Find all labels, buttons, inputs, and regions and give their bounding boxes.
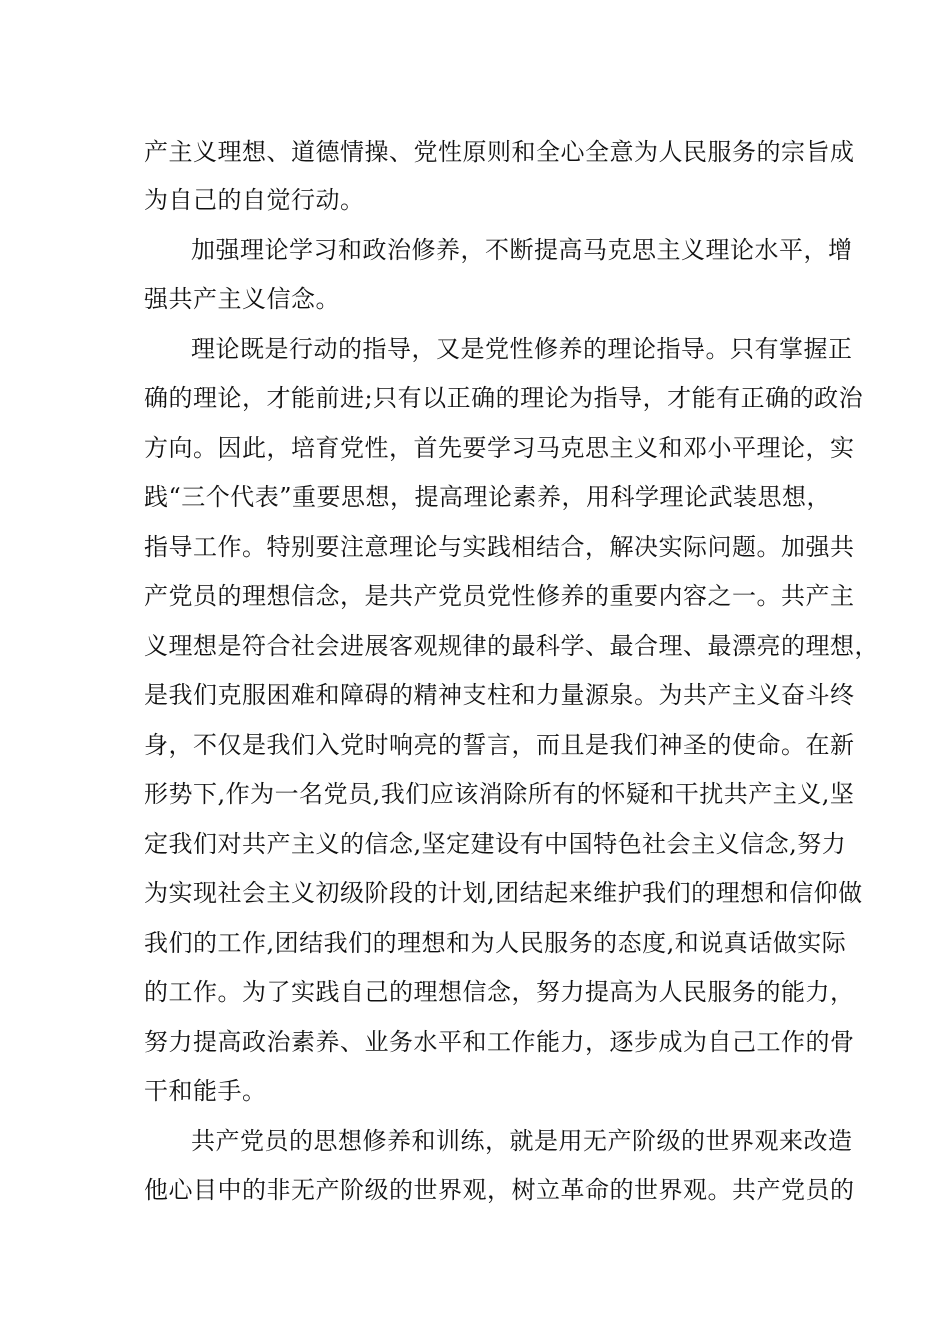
text-line: 努力提高政治素养、业务水平和工作能力，逐步成为自己工作的骨	[144, 1028, 855, 1056]
text-line: 义理想是符合社会进展客观规律的最科学、最合理、最漂亮的理想，	[144, 632, 879, 660]
text-line: 定我们对共产主义的信念,坚定建设有中国特色社会主义信念,努力	[144, 830, 847, 858]
text-line: 指导工作。特别要注意理论与实践相结合，解决实际问题。加强共	[144, 533, 855, 561]
text-line: 身，不仅是我们入党时响亮的誓言，而且是我们神圣的使命。在新	[144, 731, 855, 759]
text-line: 产党员的理想信念，是共产党员党性修养的重要内容之一。共产主	[144, 582, 855, 610]
text-line: 强共产主义信念。	[144, 285, 340, 313]
text-line: 形势下,作为一名党员,我们应该消除所有的怀疑和干扰共产主义,坚	[144, 780, 855, 808]
text-line: 干和能手。	[144, 1077, 267, 1105]
text-line: 是我们克服困难和障碍的精神支柱和力量源泉。为共产主义奋斗终	[144, 681, 855, 709]
text-line: 产主义理想、道德情操、党性原则和全心全意为人民服务的宗旨成	[144, 138, 855, 166]
text-line: 方向。因此，培育党性，首先要学习马克思主义和邓小平理论，实	[144, 434, 855, 462]
text-line: 他心目中的非无产阶级的世界观，树立革命的世界观。共产党员的	[144, 1176, 855, 1204]
text-line: 的工作。为了实践自己的理想信念，努力提高为人民服务的能力，	[144, 978, 855, 1006]
text-line: 为实现社会主义初级阶段的计划,团结起来维护我们的理想和信仰做	[144, 879, 863, 907]
text-line: 为自己的自觉行动。	[144, 186, 365, 214]
text-line: 践“三个代表”重要思想，提高理论素养，用科学理论武装思想，	[144, 483, 832, 511]
paragraph-first-line: 共产党员的思想修养和训练，就是用无产阶级的世界观来改造	[191, 1127, 853, 1155]
text-line: 我们的工作,团结我们的理想和为人民服务的态度,和说真话做实际	[144, 929, 847, 957]
paragraph-first-line: 理论既是行动的指导，又是党性修养的理论指导。只有掌握正	[191, 335, 853, 363]
text-line: 确的理论，才能前进;只有以正确的理论为指导，才能有正确的政治	[144, 384, 864, 412]
paragraph-first-line: 加强理论学习和政治修养，不断提高马克思主义理论水平，增	[191, 236, 853, 264]
